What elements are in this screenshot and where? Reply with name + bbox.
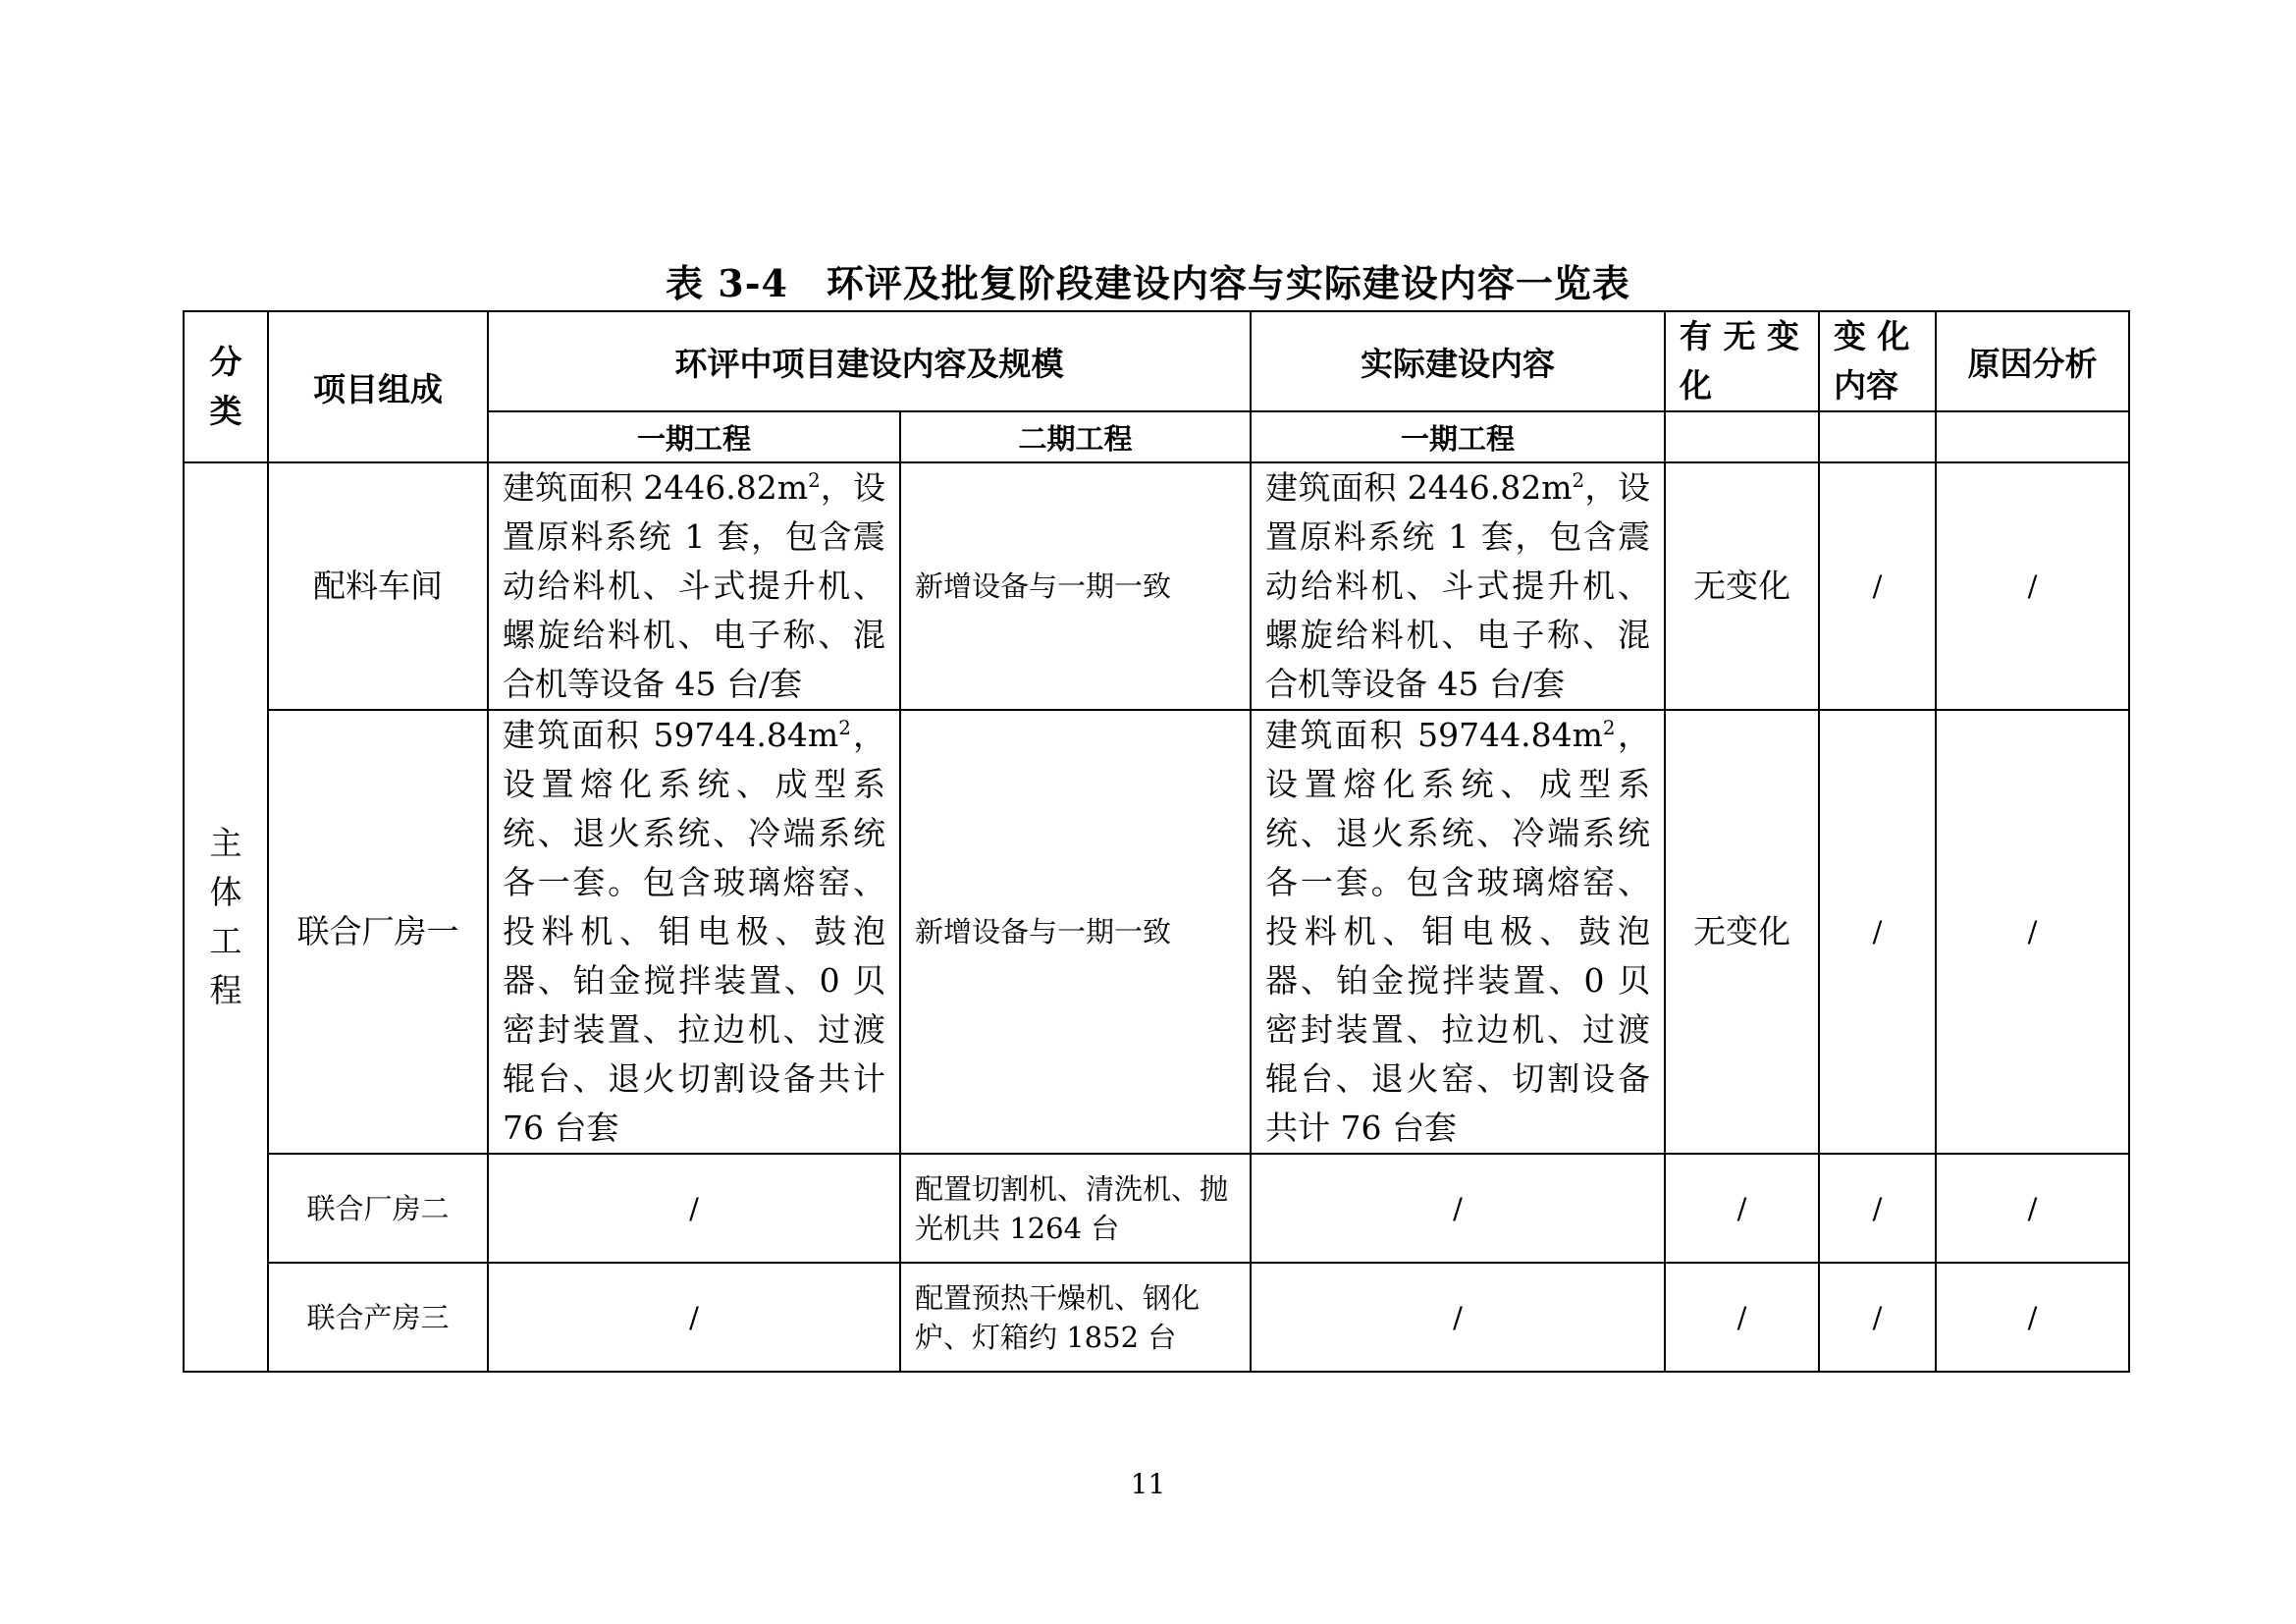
reason-cell: /	[1936, 1154, 2129, 1263]
header-component: 项目组成	[268, 311, 488, 462]
actual-cell: 建筑面积 $2446.82m^2$，设置原料系统 1 套，包含震动给料机、斗式提升机、螺旋给料机、电子称、混合机等设备 45 台/套	[1251, 462, 1665, 710]
phase1-cell: /	[488, 1263, 900, 1372]
component-cell: 联合产房三	[268, 1263, 488, 1372]
has-change-cell: /	[1665, 1263, 1819, 1372]
actual-cell: 建筑面积 $59744.84m^2$，设置熔化系统、成型系统、退火系统、冷端系统各一套。包含玻璃熔窑、投料机、钼电极、鼓泡器、铂金搅拌装置、0 贝密封装置、拉边机、过渡辊台、退火窑、切割设备共计 76 台套	[1251, 710, 1665, 1154]
has-change-cell: 无变化	[1665, 710, 1819, 1154]
phase2-cell: 新增设备与一期一致	[900, 462, 1251, 710]
header-phase1: 一期工程	[488, 411, 900, 462]
header-eia-content: 环评中项目建设内容及规模	[488, 311, 1251, 411]
header-has-change: 有 无 变 化	[1665, 311, 1819, 411]
actual-cell: /	[1251, 1154, 1665, 1263]
table-title: 表 3-4 环评及批复阶段建设内容与实际建设内容一览表	[666, 261, 1630, 305]
component-cell: 配料车间	[268, 462, 488, 710]
page-number: 11	[1130, 1468, 1166, 1500]
table-row	[184, 1263, 2129, 1372]
component-cell: 联合厂房二	[268, 1154, 488, 1263]
change-content-cell: /	[1819, 1263, 1936, 1372]
header-empty-2	[1819, 411, 1936, 462]
table-row	[184, 710, 2129, 1154]
change-content-cell: /	[1819, 1154, 1936, 1263]
header-category: 分 类	[184, 311, 268, 462]
reason-cell: /	[1936, 710, 2129, 1154]
phase2-cell: 新增设备与一期一致	[900, 710, 1251, 1154]
has-change-cell: /	[1665, 1154, 1819, 1263]
header-empty-3	[1936, 411, 2129, 462]
actual-cell: /	[1251, 1263, 1665, 1372]
phase1-cell: 建筑面积 $59744.84m^2$，设置熔化系统、成型系统、退火系统、冷端系统各一套。包含玻璃熔窑、投料机、钼电极、鼓泡器、铂金搅拌装置、0 贝密封装置、拉边机、过渡辊台、退火切割设备共计 76 台套	[488, 710, 900, 1154]
phase1-cell: 建筑面积 $2446.82m^2$，设置原料系统 1 套，包含震动给料机、斗式提升机、螺旋给料机、电子称、混合机等设备 45 台/套	[488, 462, 900, 710]
reason-cell: /	[1936, 462, 2129, 710]
has-change-cell: 无变化	[1665, 462, 1819, 710]
header-reason: 原因分析	[1936, 311, 2129, 411]
reason-cell: /	[1936, 1263, 2129, 1372]
category-main-engineering: 主 体 工 程	[184, 462, 268, 1372]
header-phase2: 二期工程	[900, 411, 1251, 462]
component-cell: 联合厂房一	[268, 710, 488, 1154]
header-row	[184, 311, 2129, 411]
phase2-cell: 配置切割机、清洗机、抛光机共 1264 台	[900, 1154, 1251, 1263]
header-actual-content: 实际建设内容	[1251, 311, 1665, 411]
change-content-cell: /	[1819, 462, 1936, 710]
change-content-cell: /	[1819, 710, 1936, 1154]
comparison-table	[183, 310, 2130, 1373]
phase2-cell: 配置预热干燥机、钢化炉、灯箱约 1852 台	[900, 1263, 1251, 1372]
header-actual-phase1: 一期工程	[1251, 411, 1665, 462]
phase1-cell: /	[488, 1154, 900, 1263]
header-empty-1	[1665, 411, 1819, 462]
table-row	[184, 462, 2129, 710]
header-change-content: 变 化 内容	[1819, 311, 1936, 411]
table-row	[184, 1154, 2129, 1263]
